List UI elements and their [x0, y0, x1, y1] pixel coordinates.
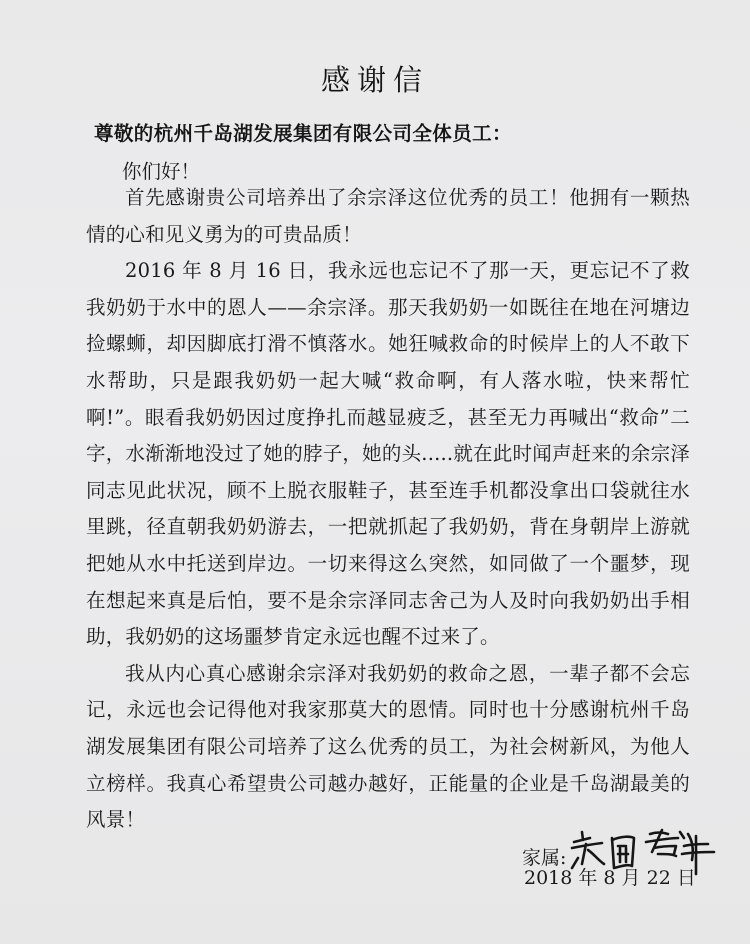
paragraph-2: 2016 年 8 月 16 日，我永远也忘记不了那一天，更忘记不了救我奶奶于水中的恩人——余宗泽。那天我奶奶一如既往在地在河塘边捡螺蛳，却因脚底打滑不慎落水。她狂喊救命的时候岸上的人不敢下水帮助，只是跟我奶奶一起大喊“救命啊，有人落水啦，快来帮忙啊!”。眼看我奶奶因过度挣扎而越显疲乏，甚至无力再喊出“救命”二字，水渐渐地没过了她的脖子，她的头.....就在此时闻声赶来的余宗泽同志见此状况，顾不上脱衣服鞋子，甚至连手机都没拿出口袋就往水里跳，径直朝我奶奶游去，一把就抓起了我奶奶，背在身朝岸上游就把她从水中托送到岸边。一切来得这么突然，如同做了一个噩梦，现在想起来真是后怕，要不是余宗泽同志舍己为人及时向我奶奶出手相助，我奶奶的这场噩梦肯定永远也醒不过来了。	[86, 259, 690, 649]
letter-title: 感谢信	[320, 63, 429, 97]
signature-label: 家属:	[522, 847, 567, 869]
paragraph-1: 首先感谢贵公司培养出了余宗泽这位优秀的员工！他拥有一颗热情的心和见义勇为的可贵品质！	[86, 186, 690, 246]
letter-date: 2018 年 8 月 22 日	[524, 867, 696, 889]
paragraph-3: 我从内心真心感谢余宗泽对我奶奶的救命之恩，一辈子都不会忘记，永远也会记得他对我家那莫大的恩情。同时也十分感谢杭州千岛湖发展集团有限公司培养了这么优秀的员工，为社会树新风，为他人立榜样。我真心希望贵公司越办越好，正能量的企业是千岛湖最美的风景！	[86, 661, 690, 832]
letter-salutation: 尊敬的杭州千岛湖发展集团有限公司全体员工：	[94, 122, 512, 145]
letter-greeting: 你们好！	[122, 160, 201, 183]
letter-body	[86, 180, 690, 839]
